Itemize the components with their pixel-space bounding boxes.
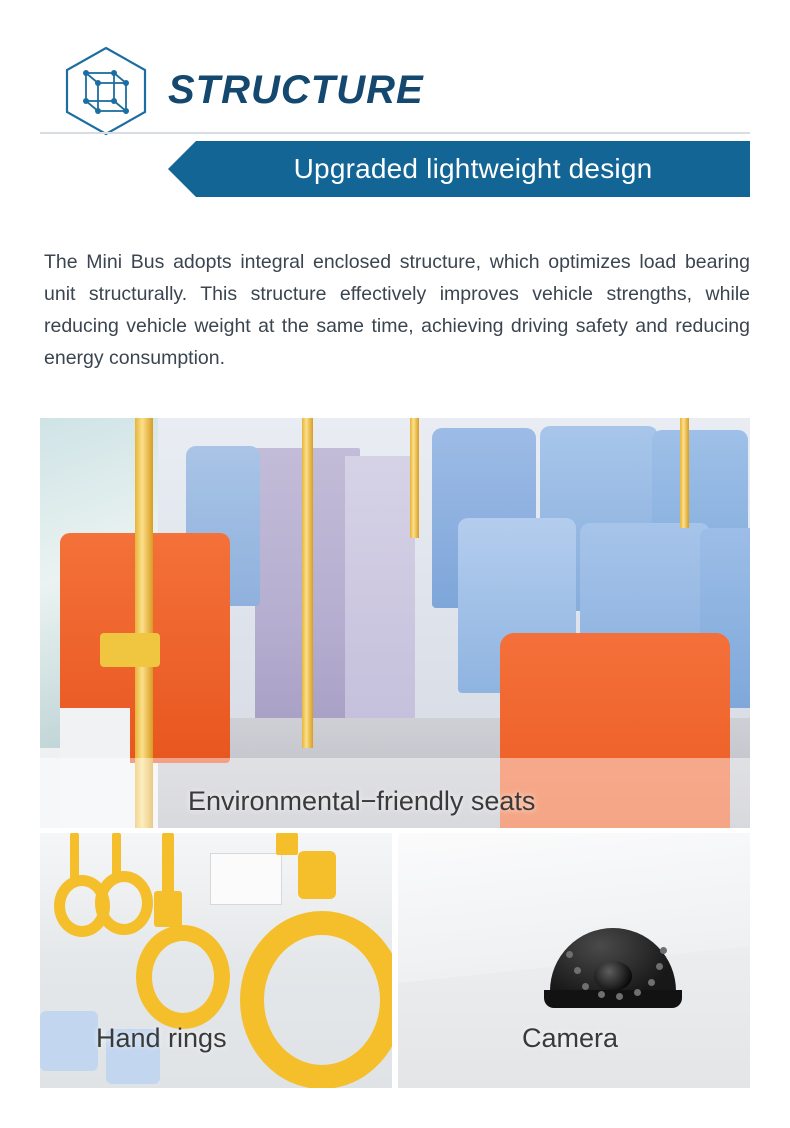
ir-led: [598, 991, 605, 998]
safety-placard: [210, 853, 282, 905]
cube-structure-icon: [62, 45, 150, 137]
seats-photo: [40, 418, 750, 828]
photo-gallery: [40, 418, 750, 1088]
camera-photo: [398, 833, 750, 1088]
photo-caption-camera: Camera: [522, 1023, 619, 1053]
photo-caption-hand-rings: Hand rings: [96, 1023, 227, 1053]
body-paragraph: The Mini Bus adopts integral enclosed structure, which optimizes load bearing unit structurally. This structure effectively improves vehicle strengths, while reducing vehicle weight at the same time, achieving driving safety and reducing energy consumption.: [44, 251, 750, 369]
partition-panel-secondary: [345, 456, 415, 736]
grab-pole: [302, 418, 313, 748]
ir-led: [648, 979, 655, 986]
ir-led: [656, 963, 663, 970]
ring-strap: [162, 833, 174, 893]
hand-rings-photo: [40, 833, 392, 1088]
ir-led: [616, 993, 623, 1000]
ir-led: [574, 967, 581, 974]
seat-back: [40, 1011, 98, 1071]
ir-led: [634, 989, 641, 996]
photo-caption-seats: Environmental−friendly seats: [188, 786, 536, 816]
camera-base: [544, 990, 682, 1008]
grab-pole: [680, 418, 689, 528]
ring-loop: [240, 911, 392, 1088]
page-title: STRUCTURE: [168, 68, 424, 112]
ring-strap: [70, 833, 79, 881]
grab-pole: [410, 418, 419, 538]
ring-tag: [298, 851, 336, 899]
ring-tag: [154, 891, 182, 927]
camera-lens: [594, 961, 632, 991]
ir-led: [582, 983, 589, 990]
section-banner: [196, 141, 750, 197]
ring-strap: [112, 833, 121, 875]
ring-loop: [95, 871, 153, 935]
ring-loop: [136, 925, 230, 1029]
pole-bracket: [100, 633, 160, 667]
banner-label: Upgraded lightweight design: [293, 153, 653, 184]
ir-led: [566, 951, 573, 958]
bus-interior-illustration: [40, 418, 750, 828]
ir-led: [660, 947, 667, 954]
header-divider: [40, 132, 750, 134]
page-header: [0, 0, 790, 132]
ring-strap: [276, 833, 298, 855]
